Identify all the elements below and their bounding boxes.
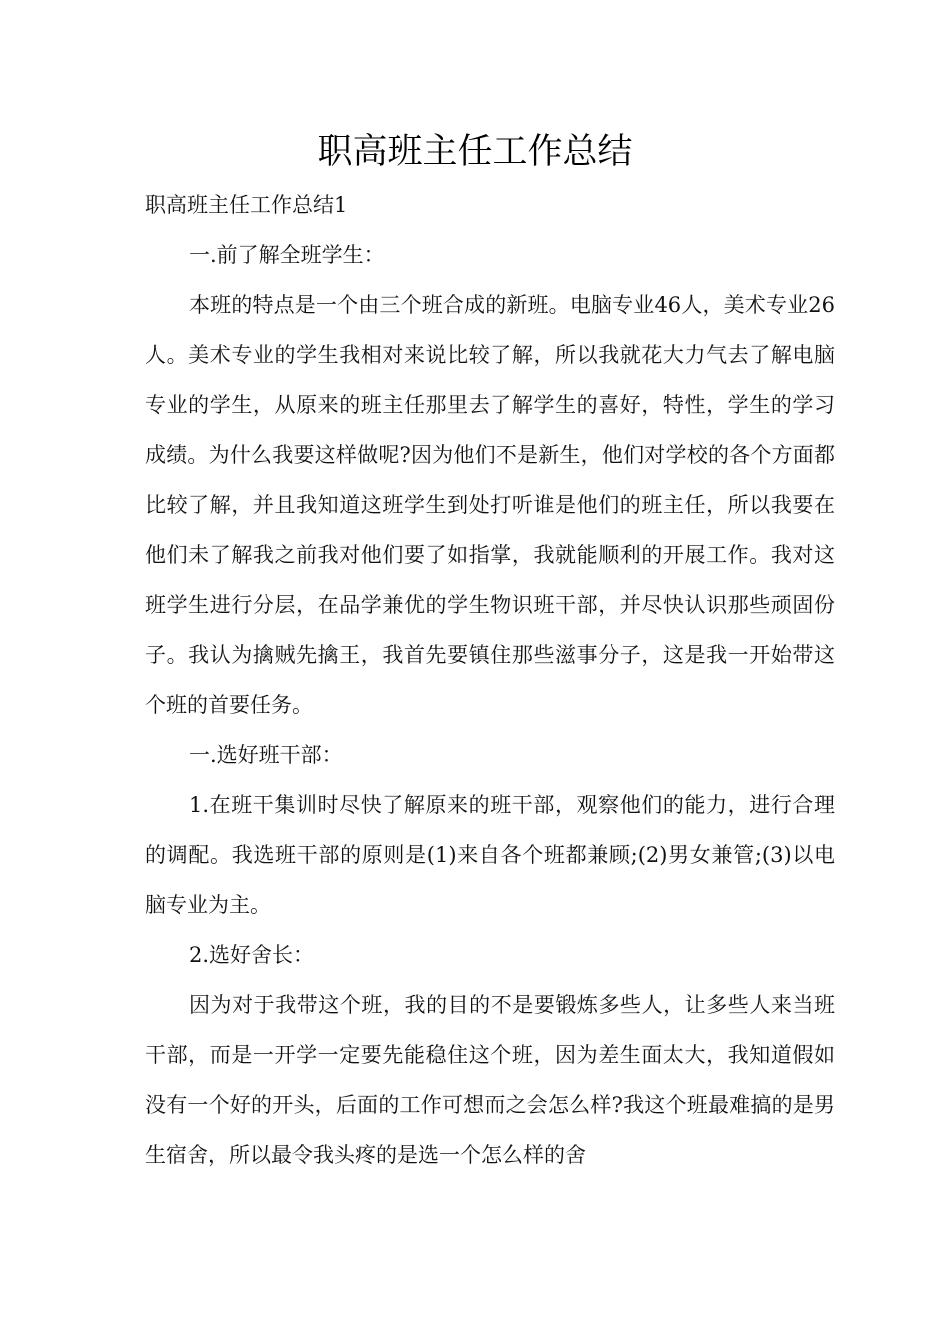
document-body xyxy=(145,180,835,1180)
paragraph-leader-selection: 1.在班干集训时尽快了解原来的班干部，观察他们的能力，进行合理的调配。我选班干部的原则是(1)来自各个班都兼顾;(2)男女兼管;(3)以电脑专业为主。 xyxy=(145,793,835,917)
subheading-select-class-leaders: 一.选好班干部： xyxy=(189,743,343,767)
section-heading: 职高班主任工作总结1 xyxy=(145,193,348,217)
paragraph-class-overview: 本班的特点是一个由三个班合成的新班。电脑专业46人，美术专业26人。美术专业的学生我相对来说比较了解，所以我就花大力气去了解电脑专业的学生，从原来的班主任那里去了解学生的喜好，特性，学生的学习成绩。为什么我要这样做呢?因为他们不是新生，他们对学校的各个方面都比较了解，并且我知道这班学生到处打听谁是他们的班主任，所以我要在他们未了解我之前我对他们要了如指掌，我就能顺利的开展工作。我对这班学生进行分层，在品学兼优的学生物识班干部，并尽快认识那些顽固份子。我认为擒贼先擒王，我首先要镇住那些滋事分子，这是我一开始带这个班的首要任务。 xyxy=(145,293,835,717)
subheading-understand-students: 一.前了解全班学生： xyxy=(189,243,385,267)
paragraph-dorm-leaders: 因为对于我带这个班，我的目的不是要锻炼多些人，让多些人来当班干部，而是一开学一定要先能稳住这个班，因为差生面太大，我知道假如没有一个好的开头，后面的工作可想而之会怎么样?我这个班最难搞的是男生宿舍，所以最令我头疼的是选一个怎么样的舍 xyxy=(145,993,835,1167)
subheading-select-dorm-leaders: 2.选好舍长： xyxy=(189,943,315,967)
document-title: 职高班主任工作总结 xyxy=(317,132,633,172)
